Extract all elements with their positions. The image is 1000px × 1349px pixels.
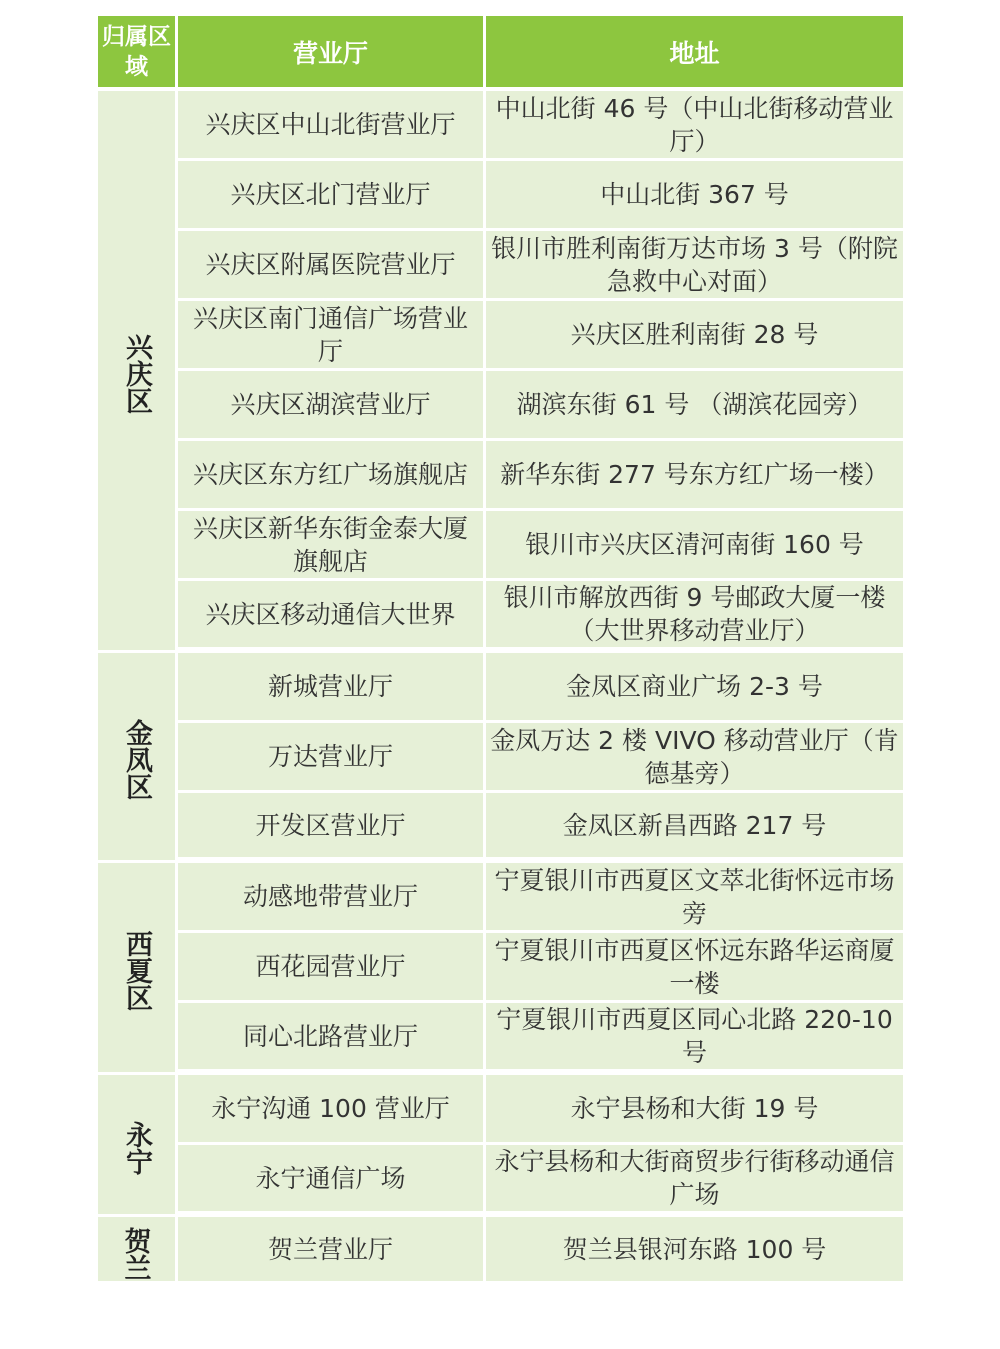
table-row	[98, 723, 903, 793]
hall-name-cell: 兴庆区中山北街营业厅	[178, 91, 486, 161]
address-cell: 永宁县杨和大街商贸步行街移动通信广场	[486, 1145, 903, 1217]
header-region: 归属区域	[98, 16, 178, 91]
address-cell: 宁夏银川市西夏区同心北路 220-10 号	[486, 1003, 903, 1075]
table-row	[98, 301, 903, 371]
hall-name-cell: 兴庆区南门通信广场营业厅	[178, 301, 486, 371]
table-row	[98, 863, 903, 933]
address-cell: 永宁县杨和大街 19 号	[486, 1075, 903, 1145]
address-cell: 贺兰县银河东路 100 号	[486, 1217, 903, 1287]
header-hall: 营业厅	[178, 16, 486, 91]
address-cell: 中山北街 46 号（中山北街移动营业厅）	[486, 91, 903, 161]
hall-name-cell: 兴庆区附属医院营业厅	[178, 231, 486, 301]
hall-name-cell: 开发区营业厅	[178, 793, 486, 863]
address-cell: 宁夏银川市西夏区文萃北街怀远市场旁	[486, 863, 903, 933]
address-cell: 中山北街 367 号	[486, 161, 903, 231]
table-header-row	[98, 16, 903, 91]
table-row	[98, 511, 903, 581]
hall-name-cell: 兴庆区湖滨营业厅	[178, 371, 486, 441]
hall-name-cell: 贺兰营业厅	[178, 1217, 486, 1287]
table-row	[98, 161, 903, 231]
address-cell: 银川市解放西街 9 号邮政大厦一楼（大世界移动营业厅）	[486, 581, 903, 653]
table-row	[98, 91, 903, 161]
table-row	[98, 793, 903, 863]
header-address: 地址	[486, 16, 903, 91]
hall-name-cell: 西花园营业厅	[178, 933, 486, 1003]
hall-name-cell: 动感地带营业厅	[178, 863, 486, 933]
address-cell: 金凤区新昌西路 217 号	[486, 793, 903, 863]
table-row	[98, 933, 903, 1003]
region-cell: 永宁	[98, 1075, 178, 1217]
hall-name-cell: 永宁沟通 100 营业厅	[178, 1075, 486, 1145]
table-row	[98, 1003, 903, 1075]
address-cell: 金凤万达 2 楼 VIVO 移动营业厅（肯德基旁）	[486, 723, 903, 793]
table-row	[98, 231, 903, 301]
hall-name-cell: 同心北路营业厅	[178, 1003, 486, 1075]
table-row	[98, 1217, 903, 1287]
business-hall-table	[98, 16, 903, 1287]
hall-name-cell: 新城营业厅	[178, 653, 486, 723]
table-row	[98, 653, 903, 723]
hall-name-cell: 兴庆区北门营业厅	[178, 161, 486, 231]
table-row	[98, 581, 903, 653]
hall-name-cell: 兴庆区新华东街金泰大厦旗舰店	[178, 511, 486, 581]
hall-name-cell: 永宁通信广场	[178, 1145, 486, 1217]
table-row	[98, 371, 903, 441]
region-cell: 兴庆区	[98, 91, 178, 653]
table-row	[98, 1145, 903, 1217]
address-cell: 宁夏银川市西夏区怀远东路华运商厦一楼	[486, 933, 903, 1003]
address-cell: 银川市胜利南街万达市场 3 号（附院急救中心对面）	[486, 231, 903, 301]
hall-name-cell: 万达营业厅	[178, 723, 486, 793]
region-cell: 贺兰	[98, 1217, 178, 1287]
address-cell: 湖滨东街 61 号 （湖滨花园旁）	[486, 371, 903, 441]
address-cell: 新华东街 277 号东方红广场一楼）	[486, 441, 903, 511]
address-cell: 银川市兴庆区清河南街 160 号	[486, 511, 903, 581]
region-cell: 金凤区	[98, 653, 178, 863]
address-cell: 金凤区商业广场 2-3 号	[486, 653, 903, 723]
table-body	[98, 91, 903, 1287]
region-cell: 西夏区	[98, 863, 178, 1075]
hall-name-cell: 兴庆区移动通信大世界	[178, 581, 486, 653]
table-row	[98, 441, 903, 511]
address-cell: 兴庆区胜利南街 28 号	[486, 301, 903, 371]
table-row	[98, 1075, 903, 1145]
hall-name-cell: 兴庆区东方红广场旗舰店	[178, 441, 486, 511]
